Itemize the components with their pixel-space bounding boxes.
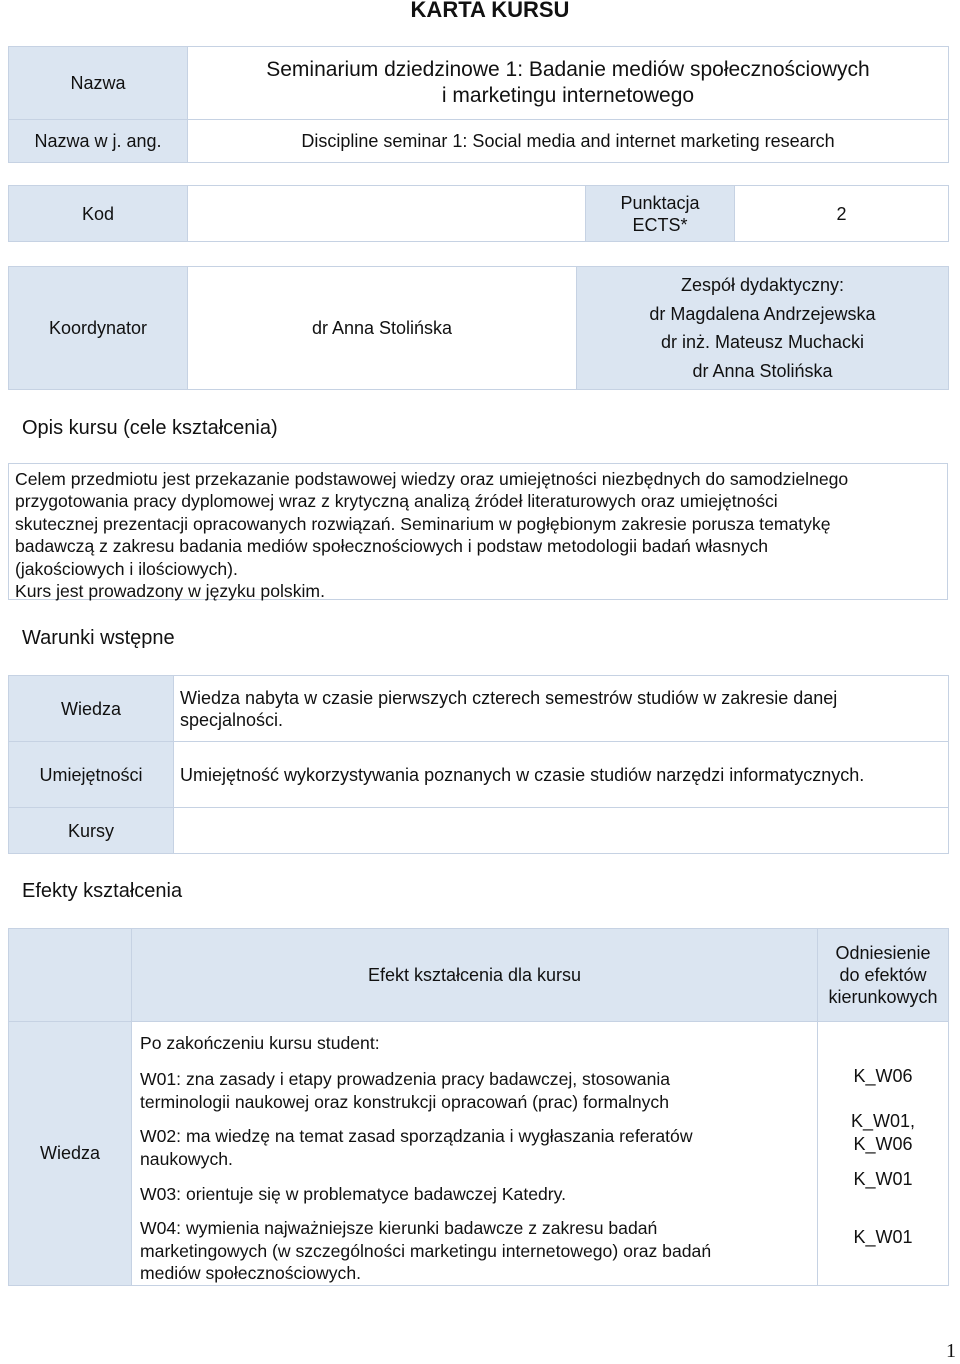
teaching-team [577,267,949,390]
outcome-item [140,1183,809,1205]
code-label: Kod [9,186,188,242]
outcome-line: W03: orientuje się w problematyce badawczej Katedry. [140,1184,567,1205]
code-value [188,186,586,242]
col-ref-line2: do efektów [839,965,927,985]
ects-label [586,186,735,242]
description-line: skutecznej prezentacji opracowanych rozwiązań. Seminarium w pogłębionym zakresie porusza tematykę [15,513,831,534]
description-box [8,463,948,600]
outcomes-table [8,928,949,1286]
outcome-line: terminologii naukowej oraz konstrukcji opracowań (prac) formalnych [140,1091,670,1112]
col-effect-header: Efekt kształcenia dla kursu [132,929,818,1022]
ects-label-line2: ECTS* [632,214,688,235]
col-ref-line3: kierunkowych [828,987,938,1007]
prereq-knowledge-value [174,676,949,742]
outcome-item [140,1217,809,1284]
outcomes-list [132,1022,818,1286]
ects-label-line1: Punktacja [620,192,700,213]
prereq-skills-value: Umiejętność wykorzystywania poznanych w czasie studiów narzędzi informatycznych. [174,742,949,808]
outcome-item [140,1068,809,1113]
description-line: Kurs jest prowadzony w języku polskim. [15,581,325,602]
coordinator-value: dr Anna Stolińska [188,267,577,390]
outcome-line: naukowych. [140,1148,233,1169]
description-line: przygotowania pracy dyplomowej wraz z krytyczną analizą źródeł literaturowych oraz umiejętności [15,491,778,512]
name-en-value: Discipline seminar 1: Social media and internet marketing research [188,120,949,163]
name-value [188,47,949,120]
name-value-line2: i marketingu internetowego [441,84,695,107]
outcome-line: mediów społecznościowych. [140,1263,361,1284]
team-member: dr Anna Stolińska [692,360,833,381]
code-table [8,185,949,242]
course-name-table [8,46,949,163]
page-number: 1 [946,1340,956,1362]
description-line: Celem przedmiotu jest przekazanie podstawowej wiedzy oraz umiejętności niezbędnych do samodzielnego [15,469,849,489]
col-ref-header [818,929,949,1022]
description-line: (jakościowych i ilościowych). [15,558,238,579]
description-line: badawczą z zakresu badania mediów społecznościowych i podstaw metodologii badań własnych [15,536,769,557]
outcome-line: W02: ma wiedzę na temat zasad sporządzania i wygłaszania referatów [140,1126,693,1147]
page-title: KARTA KURSU [410,0,570,22]
prerequisites-heading: Warunki wstępne [22,627,175,649]
outcome-item [140,1125,809,1170]
coordinator-table [8,266,949,390]
outcome-ref: K_W01 [853,1169,913,1190]
coordinator-label: Koordynator [9,267,188,390]
name-en-label: Nazwa w j. ang. [9,120,188,163]
prereq-knowledge-line1: Wiedza nabyta w czasie pierwszych czterech semestrów studiów w zakresie danej [180,687,838,708]
outcome-line: marketingowych (w szczególności marketingu internetowego) oraz badań [140,1240,712,1261]
prereq-courses-value [174,808,949,854]
outcomes-heading: Efekty kształcenia [22,880,183,902]
outcome-ref: K_W06 [853,1066,913,1086]
outcomes-intro: Po zakończeniu kursu student: [140,1033,380,1053]
name-label: Nazwa [9,47,188,120]
outcomes-corner [9,929,132,1022]
outcome-line: W01: zna zasady i etapy prowadzenia pracy badawczej, stosowania [140,1069,671,1090]
outcomes-category: Wiedza [9,1022,132,1286]
outcome-ref: K_W06 [853,1133,913,1154]
team-member: dr Magdalena Andrzejewska [649,303,876,324]
outcome-line: W04: wymienia najważniejsze kierunki badawcze z zakresu badań [140,1218,658,1239]
prerequisites-table [8,675,949,854]
team-label: Zespół dydaktyczny: [680,275,845,295]
description-heading: Opis kursu (cele kształcenia) [22,417,278,439]
ects-value: 2 [735,186,949,242]
name-value-line1: Seminarium dziedzinowe 1: Badanie mediów społecznościowych [266,58,870,81]
col-ref-line1: Odniesienie [835,943,931,963]
prereq-skills-label: Umiejętności [9,742,174,808]
outcomes-refs [818,1022,949,1286]
team-member: dr inż. Mateusz Muchacki [660,332,865,352]
outcome-ref: K_W01 [853,1226,913,1247]
prereq-knowledge-line2: specjalności. [180,709,284,730]
prereq-courses-label: Kursy [9,808,174,854]
outcome-ref: K_W01, [850,1111,916,1132]
prereq-knowledge-label: Wiedza [9,676,174,742]
